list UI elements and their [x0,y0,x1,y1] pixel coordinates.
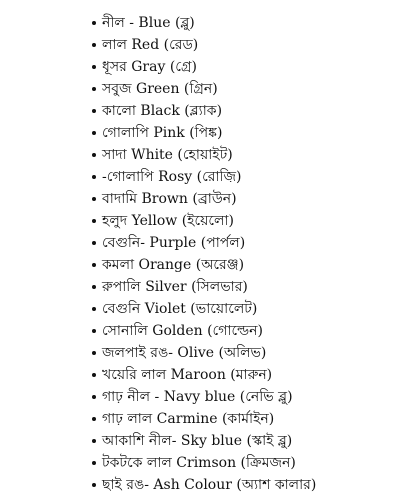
bullet-icon [92,263,96,267]
list-item-text: ধূসর Gray (গ্রে) [102,59,197,75]
list-item [92,408,392,430]
bullet-icon [92,109,96,113]
list-item-text: কালো Black (ব্ল্যাক) [102,103,223,119]
list-item [92,364,392,386]
list-item [92,232,392,254]
list-item [92,188,392,210]
list-item-text: খয়েরি লাল Maroon (মারুন) [102,367,273,383]
list-item-text: বাদামি Brown (ব্রাউন) [102,191,237,207]
list-item [92,342,392,364]
list-item [92,320,392,342]
list-item-text: সবুজ Green (গ্রিন) [102,81,218,97]
list-item [92,166,392,188]
list-item [92,34,392,56]
bullet-icon [92,131,96,135]
list-item-text: রুপালি Silver (সিলভার) [102,279,248,295]
list-item-text: নীল - Blue (ব্লু) [102,15,195,31]
list-item [92,122,392,144]
list-item-text: আকাশি নীল- Sky blue (স্কাই ব্লু) [102,433,293,449]
list-item [92,210,392,232]
list-item [92,474,392,496]
list-item-text: হলুদ Yellow (ইয়েলো) [102,213,234,229]
bullet-icon [92,417,96,421]
bullet-icon [92,241,96,245]
bullet-icon [92,439,96,443]
bullet-icon [92,285,96,289]
list-item-text: সোনালি Golden (গোল্ডেন) [102,323,263,339]
list-item-text: গাঢ় লাল Carmine (কার্মাইন) [102,411,275,427]
list-item [92,100,392,122]
list-item-text: লাল Red (রেড) [102,37,199,53]
list-item [92,452,392,474]
list-item [92,298,392,320]
list-item-text: সাদা White (হোয়াইট) [102,147,233,163]
bullet-icon [92,219,96,223]
bullet-icon [92,175,96,179]
bullet-icon [92,307,96,311]
bullet-icon [92,197,96,201]
list-item-text: টকটকে লাল Crimson (ক্রিমজন) [102,455,296,471]
list-item-text: বেগুনি- Purple (পার্পল) [102,235,246,251]
bullet-icon [92,21,96,25]
list-item [92,12,392,34]
bullet-icon [92,395,96,399]
list-item-text: গাঢ় নীল - Navy blue (নেভি ব্লু) [102,389,293,405]
list-item-text: গোলাপি Pink (পিঙ্ক) [102,125,223,141]
bullet-icon [92,43,96,47]
bullet-icon [92,65,96,69]
bullet-icon [92,153,96,157]
list-item [92,254,392,276]
list-item [92,78,392,100]
list-item [92,144,392,166]
list-item [92,430,392,452]
list-item-text: জলপাই রঙ- Olive (অলিভ) [102,345,267,361]
list-item-text: কমলা Orange (অরেঞ্জ) [102,257,245,273]
list-item-text: -গোলাপি Rosy (রোজ়ি) [102,169,242,185]
bullet-icon [92,329,96,333]
color-name-list [92,12,392,496]
list-item-text: ছাই রঙ- Ash Colour (অ্যাশ কালার) [102,477,317,493]
bullet-icon [92,373,96,377]
list-item-text: বেগুনি Violet (ভায়োলেট) [102,301,258,317]
bullet-icon [92,483,96,487]
list-item [92,386,392,408]
bullet-icon [92,461,96,465]
bullet-icon [92,87,96,91]
list-item [92,276,392,298]
list-item [92,56,392,78]
bullet-icon [92,351,96,355]
